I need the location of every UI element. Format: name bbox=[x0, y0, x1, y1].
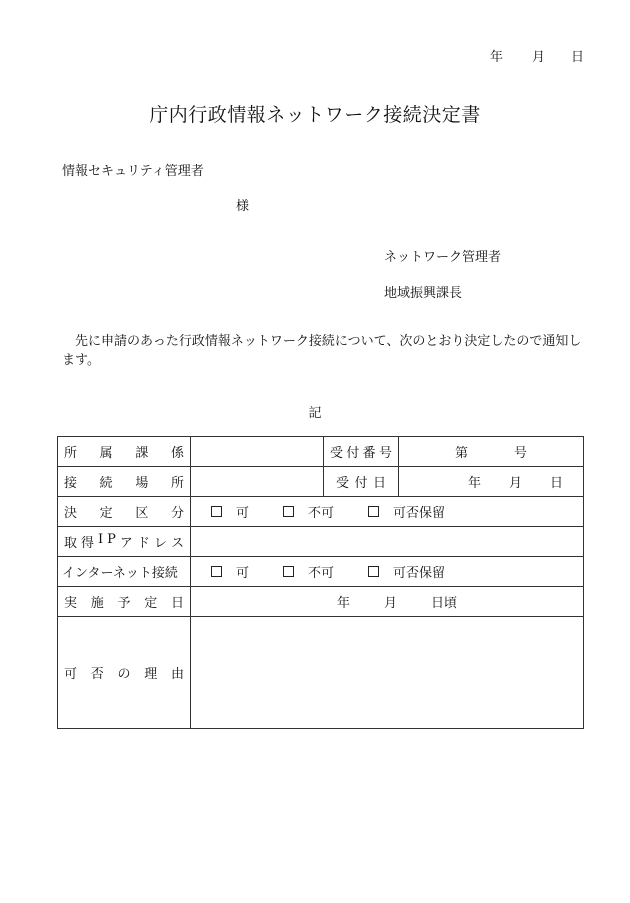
checkbox-icon[interactable] bbox=[368, 506, 379, 517]
date-month-label: 月 bbox=[532, 50, 546, 65]
label-char: P bbox=[107, 532, 116, 547]
document-title: 庁内行政情報ネットワーク接続決定書 bbox=[149, 104, 481, 126]
label-char: 理 bbox=[144, 667, 158, 682]
label-char: 番 bbox=[362, 446, 376, 461]
addressee-honorific: 様 bbox=[236, 199, 250, 214]
decision-table bbox=[57, 436, 584, 729]
label-char: 予 bbox=[117, 596, 131, 611]
label-char: 否 bbox=[90, 667, 104, 682]
table-row-reason bbox=[58, 617, 584, 729]
table-row-decision bbox=[58, 497, 584, 527]
reason-label bbox=[58, 617, 191, 729]
label-char: 日 bbox=[372, 476, 386, 491]
planned-date-value[interactable] bbox=[191, 587, 584, 617]
internet-option-pending[interactable] bbox=[368, 562, 445, 581]
internet-option-approve[interactable] bbox=[211, 562, 249, 581]
option-label: 可 bbox=[236, 506, 250, 521]
label-char: 定 bbox=[144, 596, 158, 611]
internet-options bbox=[191, 557, 584, 587]
receipt-year: 年 bbox=[467, 476, 481, 491]
ki-heading: 記 bbox=[308, 406, 322, 421]
ip-address-label bbox=[58, 527, 191, 557]
label-char: ア bbox=[119, 536, 133, 551]
location-label bbox=[58, 467, 191, 497]
table-row-location bbox=[58, 467, 584, 497]
label-char: ド bbox=[136, 536, 150, 551]
label-char: I bbox=[98, 532, 104, 547]
checkbox-icon[interactable] bbox=[368, 566, 379, 577]
checkbox-icon[interactable] bbox=[211, 566, 222, 577]
label-char: 取 bbox=[64, 536, 78, 551]
label-char: 所 bbox=[170, 476, 184, 491]
department-value[interactable] bbox=[191, 437, 324, 467]
label-char: 所 bbox=[64, 446, 78, 461]
label-char: 定 bbox=[99, 506, 113, 521]
decision-option-pending[interactable] bbox=[368, 502, 445, 521]
option-label: 可 bbox=[236, 566, 250, 581]
label-char: 由 bbox=[170, 667, 184, 682]
table-row-department bbox=[58, 437, 584, 467]
label-char: 施 bbox=[90, 596, 104, 611]
receipt-date-value[interactable] bbox=[399, 467, 584, 497]
receipt-month: 月 bbox=[508, 476, 522, 491]
receipt-day: 日 bbox=[549, 476, 563, 491]
decision-label bbox=[58, 497, 191, 527]
label-char: 号 bbox=[378, 446, 392, 461]
sender-role: ネットワーク管理者 bbox=[384, 250, 502, 265]
label-char: 可 bbox=[64, 667, 78, 682]
receipt-no-suffix: 号 bbox=[514, 446, 528, 461]
label-char: 分 bbox=[170, 506, 184, 521]
internet-label-text: インターネット接続 bbox=[62, 566, 178, 581]
label-char: 区 bbox=[135, 506, 149, 521]
label-char: ス bbox=[170, 536, 184, 551]
checkbox-icon[interactable] bbox=[283, 506, 294, 517]
label-char: 接 bbox=[64, 476, 78, 491]
label-char: 受 bbox=[336, 476, 350, 491]
location-value[interactable] bbox=[191, 467, 324, 497]
planned-date-label bbox=[58, 587, 191, 617]
label-char: 係 bbox=[170, 446, 184, 461]
receipt-no-prefix: 第 bbox=[454, 446, 468, 461]
decision-option-reject[interactable] bbox=[283, 502, 334, 521]
option-label: 可否保留 bbox=[393, 506, 446, 521]
table-row-internet bbox=[58, 557, 584, 587]
sender-dept: 地域振興課長 bbox=[384, 286, 463, 301]
decision-options bbox=[191, 497, 584, 527]
label-char: 場 bbox=[135, 476, 149, 491]
reason-value[interactable] bbox=[191, 617, 584, 729]
label-char: 決 bbox=[64, 506, 78, 521]
label-char: 実 bbox=[64, 596, 78, 611]
label-char: 付 bbox=[346, 446, 360, 461]
planned-month: 月 bbox=[383, 596, 397, 611]
planned-year: 年 bbox=[336, 596, 350, 611]
label-char: の bbox=[117, 667, 131, 682]
addressee-role: 情報セキュリティ管理者 bbox=[62, 164, 204, 179]
planned-day: 日頃 bbox=[431, 596, 458, 611]
notice-body: 先に申請のあった行政情報ネットワーク接続について、次のとおり決定したので通知します。 bbox=[62, 334, 582, 368]
table-row-planned-date bbox=[58, 587, 584, 617]
receipt-date-label bbox=[324, 467, 399, 497]
label-char: 課 bbox=[135, 446, 149, 461]
label-char: 受 bbox=[330, 446, 344, 461]
checkbox-icon[interactable] bbox=[283, 566, 294, 577]
receipt-number-label bbox=[324, 437, 399, 467]
receipt-number-value[interactable] bbox=[399, 437, 584, 467]
table-row-ip-address bbox=[58, 527, 584, 557]
label-char: 得 bbox=[81, 536, 95, 551]
department-label bbox=[58, 437, 191, 467]
label-char: 属 bbox=[99, 446, 113, 461]
date-year-label: 年 bbox=[490, 50, 504, 65]
label-char: 日 bbox=[170, 596, 184, 611]
checkbox-icon[interactable] bbox=[211, 506, 222, 517]
label-char: 付 bbox=[354, 476, 368, 491]
option-label: 不可 bbox=[308, 566, 335, 581]
label-char: レ bbox=[153, 536, 167, 551]
ip-address-value[interactable] bbox=[191, 527, 584, 557]
decision-option-approve[interactable] bbox=[211, 502, 249, 521]
internet-label bbox=[58, 557, 191, 587]
option-label: 可否保留 bbox=[393, 566, 446, 581]
date-day-label: 日 bbox=[571, 50, 585, 65]
option-label: 不可 bbox=[308, 506, 335, 521]
label-char: 続 bbox=[99, 476, 113, 491]
internet-option-reject[interactable] bbox=[283, 562, 334, 581]
